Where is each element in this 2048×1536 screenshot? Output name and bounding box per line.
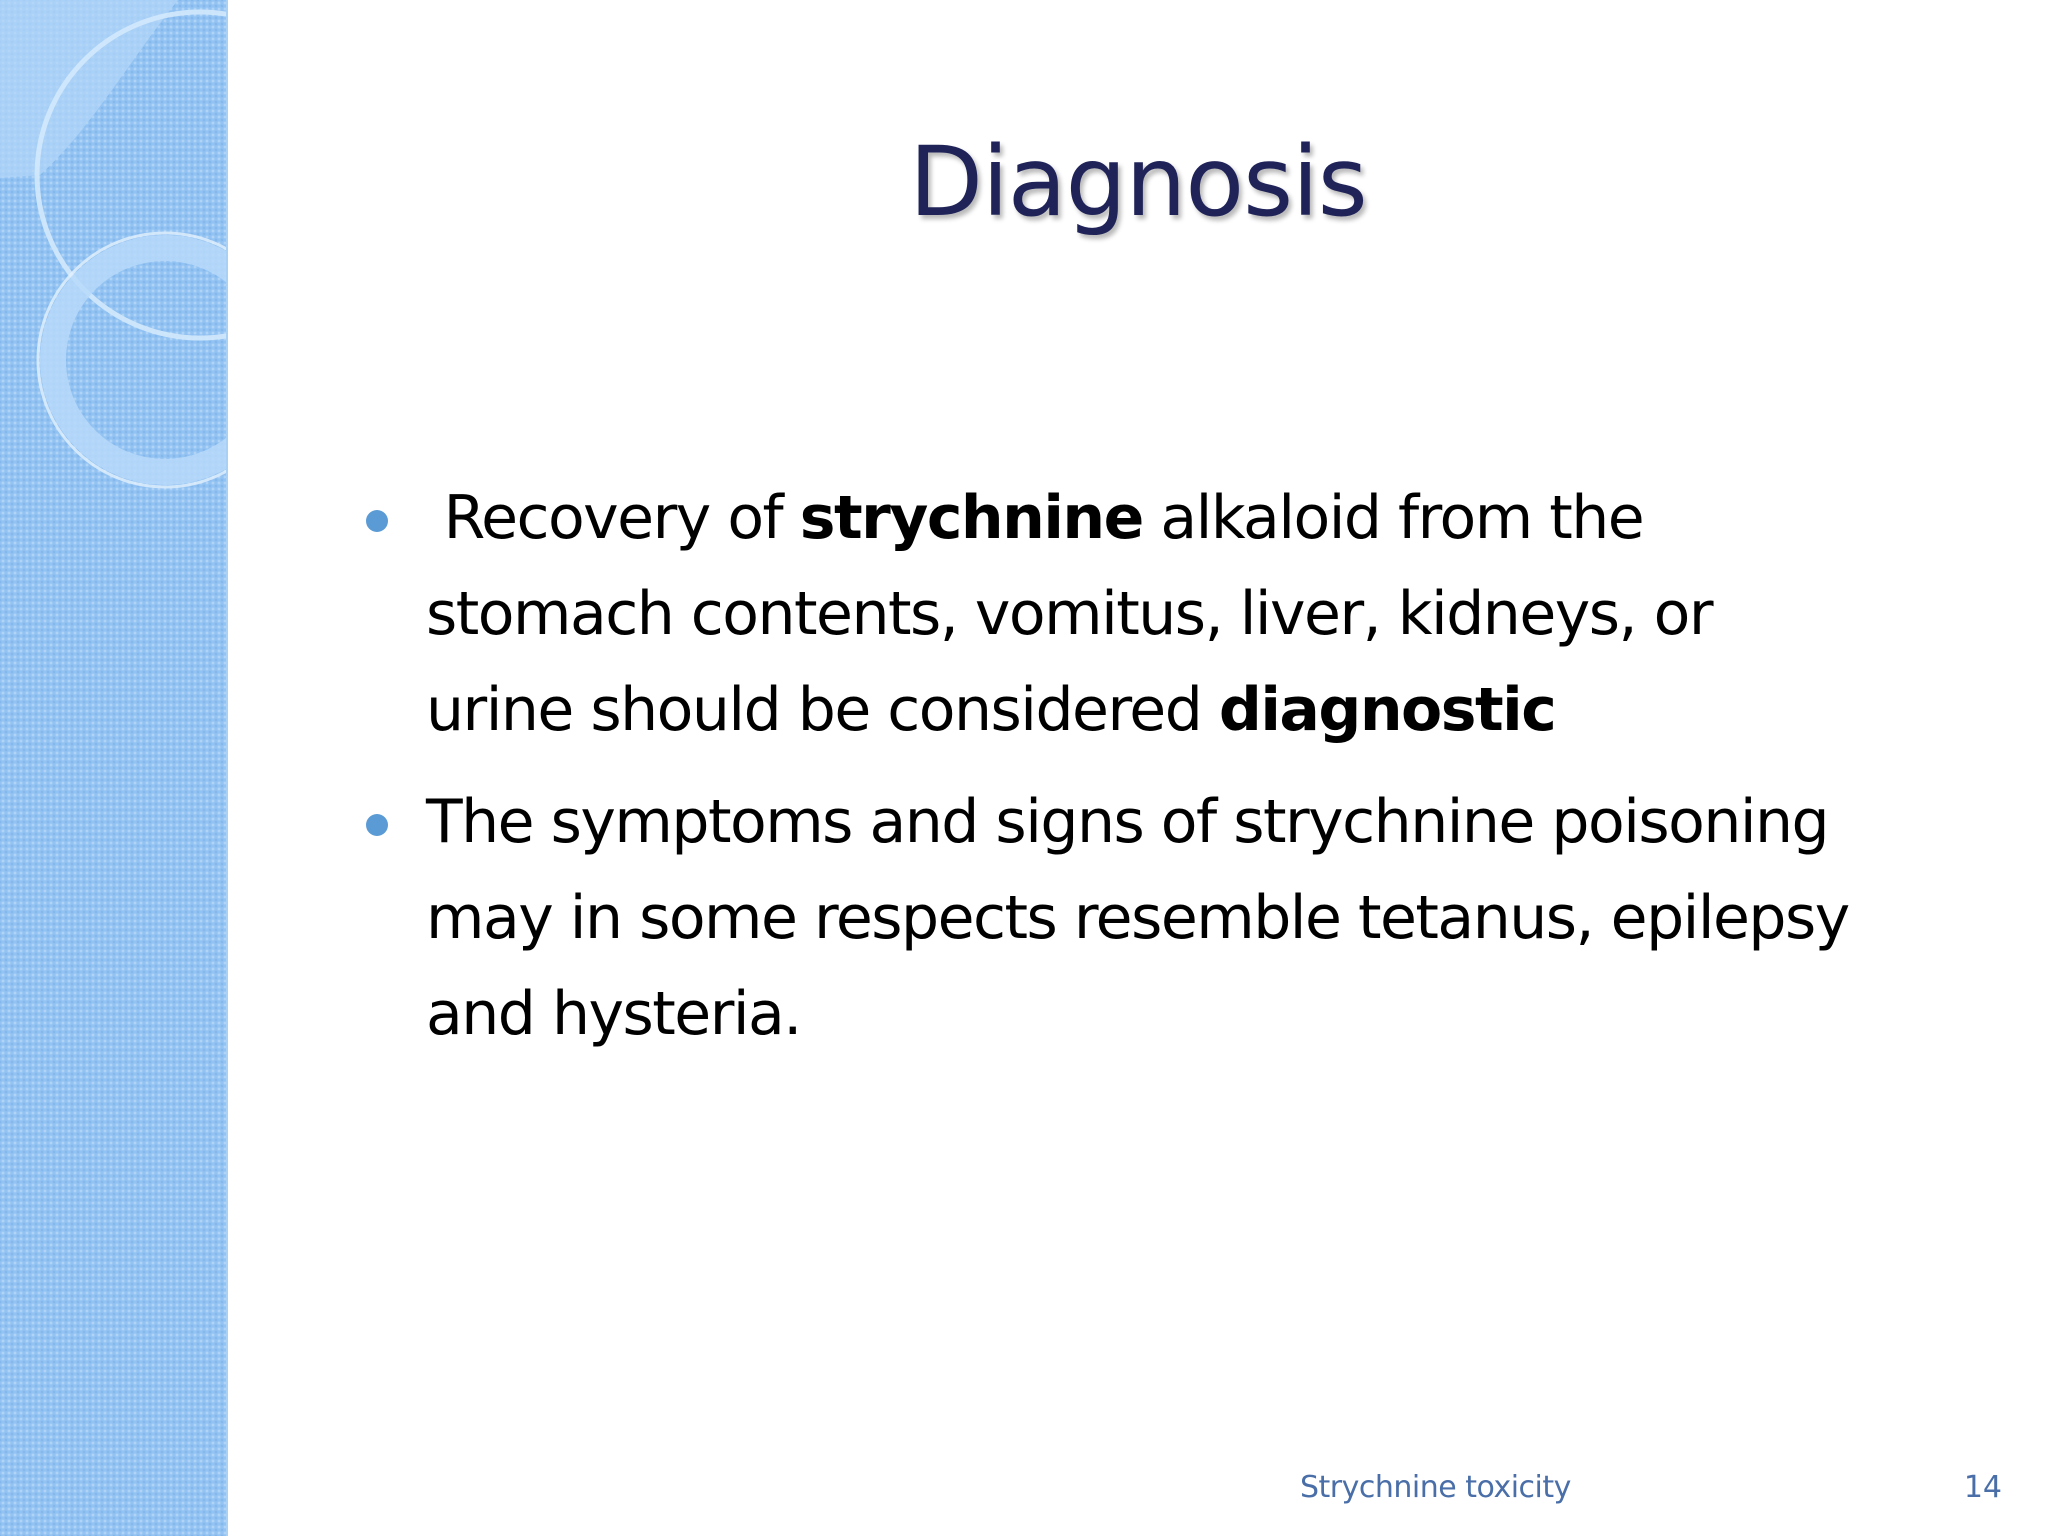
decorative-side-band: [0, 0, 228, 1536]
bullet-item: [358, 470, 1868, 758]
bullet-dot-icon: [366, 510, 388, 532]
page-number: 14: [1963, 1470, 2002, 1505]
bullet-text: alkaloid from the stomach contents, vomitus, liver, kidneys, or urine should be considered: [426, 483, 1713, 745]
decorative-rings-icon: [0, 0, 228, 1536]
bullet-list: [358, 470, 1868, 1078]
bullet-dot-icon: [366, 814, 388, 836]
footer-text: Strychnine toxicity: [1300, 1470, 1571, 1505]
slide-title: Diagnosis: [909, 126, 1367, 238]
bullet-item: [358, 774, 1868, 1062]
bullet-text: The symptoms and signs of strychnine poisoning may in some respects resemble tetanus, epilepsy and hysteria.: [426, 787, 1849, 1049]
bullet-text-bold: strychnine: [799, 483, 1143, 553]
bullet-text-bold: diagnostic: [1218, 675, 1556, 745]
bullet-text: Recovery of: [426, 483, 800, 553]
